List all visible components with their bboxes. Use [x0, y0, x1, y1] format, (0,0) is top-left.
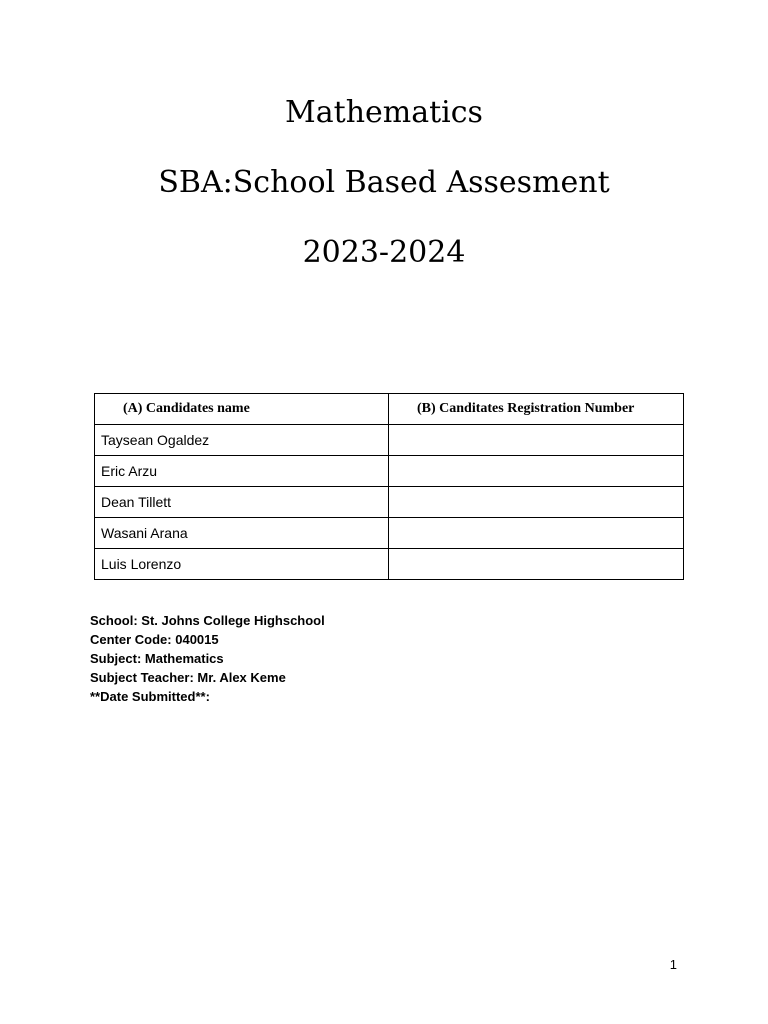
document-subtitle: SBA:School Based Assesment [158, 165, 610, 200]
candidates-table [94, 393, 684, 580]
table-header-row [95, 394, 684, 425]
registration-number-cell [389, 518, 684, 549]
school-line: School: St. Johns College Highschool [90, 613, 325, 628]
candidate-name-cell: Dean Tillett [95, 487, 389, 518]
table-row [95, 425, 684, 456]
registration-number-cell [389, 456, 684, 487]
registration-number-cell [389, 549, 684, 580]
candidate-name-cell: Eric Arzu [95, 456, 389, 487]
school-info-block [90, 611, 325, 706]
candidate-name-cell: Luis Lorenzo [95, 549, 389, 580]
subject-line: Subject: Mathematics [90, 651, 224, 666]
header-registration-number: (B) Canditates Registration Number [389, 394, 684, 425]
table-row [95, 487, 684, 518]
table-row [95, 518, 684, 549]
table-row [95, 549, 684, 580]
candidate-name-cell: Wasani Arana [95, 518, 389, 549]
center-code-line: Center Code: 040015 [90, 632, 219, 647]
table-row [95, 456, 684, 487]
page-number: 1 [669, 957, 677, 972]
document-title: Mathematics [285, 95, 483, 130]
header-candidates-name: (A) Candidates name [95, 394, 389, 425]
registration-number-cell [389, 487, 684, 518]
date-submitted-line: **Date Submitted**: [90, 689, 210, 704]
candidate-name-cell: Taysean Ogaldez [95, 425, 389, 456]
registration-number-cell [389, 425, 684, 456]
subject-teacher-line: Subject Teacher: Mr. Alex Keme [90, 670, 286, 685]
academic-year: 2023-2024 [302, 235, 466, 270]
